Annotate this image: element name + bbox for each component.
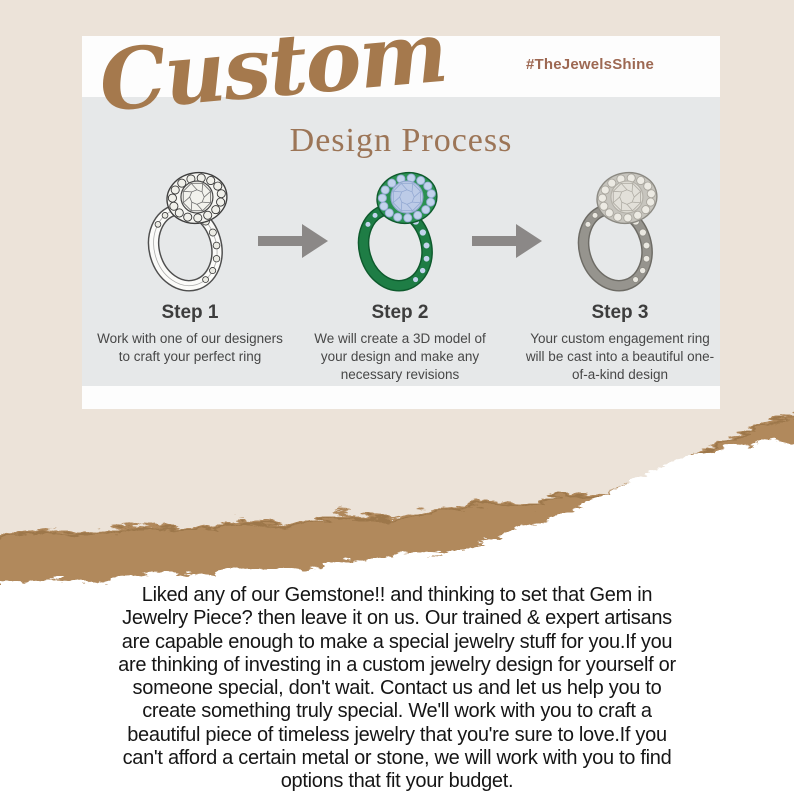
- arrow-head: [302, 224, 328, 258]
- body-text-line: options that fit your budget.: [280, 770, 514, 793]
- arrow-head: [516, 224, 542, 258]
- body-text-line: are capable enough to make a special jewelry stuff for you.If you: [121, 630, 673, 653]
- body-text-line: Liked any of our Gemstone!! and thinking to set that Gem in: [141, 584, 653, 606]
- arrow-right-icon: [258, 224, 328, 258]
- body-paragraph: [37, 584, 757, 794]
- step-1-description: Work with one of our designers to craft your perfect ring: [97, 331, 283, 364]
- design-process-card: [82, 1, 720, 409]
- brand-hashtag: #TheJewelsShine: [526, 56, 655, 73]
- ring-sketch-image: [136, 166, 254, 294]
- body-text-line: beautiful piece of timeless jewelry that you're sure to love.If you: [127, 723, 667, 746]
- arrow-right-icon: [472, 224, 542, 258]
- page-title: Custom: [95, 1, 450, 131]
- step-1-label: Step 1: [161, 302, 219, 323]
- arrow-shaft: [258, 236, 304, 246]
- body-text-line: are thinking of investing in a custom jewelry design for yourself or: [118, 653, 676, 676]
- body-text-line: someone special, don't wait. Contact us and let us help you to: [132, 677, 662, 700]
- step-2-label: Step 2: [371, 302, 429, 323]
- ring-3d-model-image: [346, 166, 464, 294]
- body-text-line: Jewelry Piece? then leave it on us. Our trained & expert artisans: [122, 607, 672, 630]
- body-text-line: create something truly special. We'll work with you to craft a: [142, 700, 652, 723]
- ring-cast-image: [566, 166, 684, 294]
- step-3-column: [520, 302, 720, 383]
- step-3-description: Your custom engagement ring will be cast into a beautiful one-of-a-kind design: [525, 331, 715, 382]
- step-3-label: Step 3: [591, 302, 649, 323]
- arrow-shaft: [472, 236, 518, 246]
- step-1-column: [90, 302, 290, 366]
- step-2-description: We will create a 3D model of your design and make any necessary revisions: [314, 331, 486, 382]
- page-subtitle: Design Process: [289, 122, 513, 159]
- step-2-column: [300, 302, 500, 383]
- body-text-line: can't afford a certain metal or stone, we will work with you to find: [122, 747, 672, 770]
